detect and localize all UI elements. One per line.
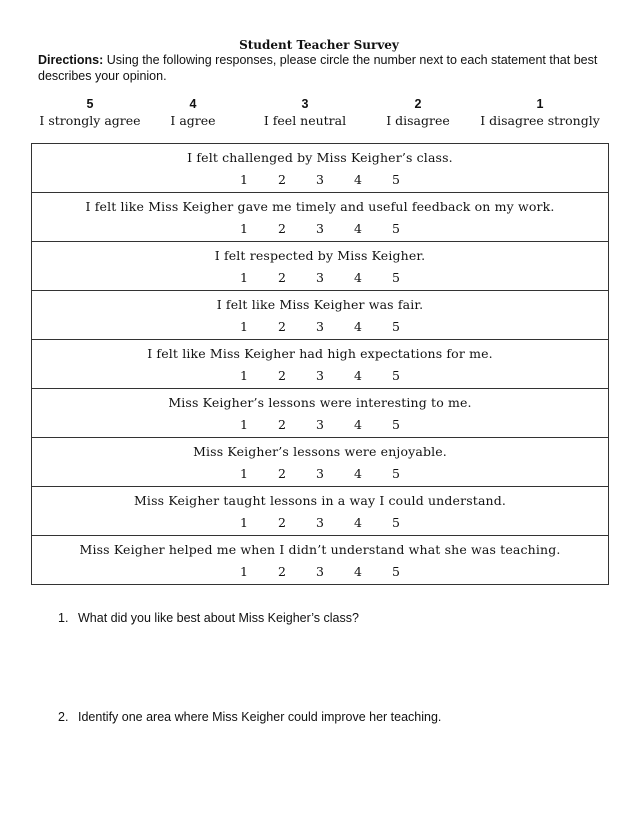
scale-item: [148, 96, 238, 129]
rating-option[interactable]: 5: [392, 220, 400, 236]
question-text: Identify one area where Miss Keigher could improve her teaching.: [78, 710, 442, 724]
scale-item: [246, 96, 364, 129]
statement-text: I felt like Miss Keigher had high expectations for me.: [147, 345, 493, 361]
scale-value: 2: [414, 97, 422, 111]
rating-option[interactable]: 4: [354, 416, 362, 432]
rating-option[interactable]: 3: [316, 416, 324, 432]
rating-options: [32, 267, 608, 289]
rating-option[interactable]: 4: [354, 220, 362, 236]
scale-label: I strongly agree: [39, 113, 141, 128]
scale-item: [374, 96, 462, 129]
rating-option[interactable]: 2: [278, 171, 286, 187]
rating-option[interactable]: 5: [392, 171, 400, 187]
rating-option[interactable]: 1: [240, 171, 248, 187]
rating-option[interactable]: 1: [240, 514, 248, 530]
rating-option[interactable]: 3: [316, 318, 324, 334]
survey-cell: [32, 340, 609, 389]
survey-row: [32, 438, 609, 487]
rating-options: [32, 169, 608, 191]
rating-option[interactable]: 3: [316, 465, 324, 481]
scale-label: I agree: [170, 113, 216, 128]
survey-row: [32, 242, 609, 291]
rating-option[interactable]: 1: [240, 416, 248, 432]
rating-options: [32, 316, 608, 338]
scale-value: 5: [86, 97, 94, 111]
statement-text: I felt like Miss Keigher was fair.: [216, 296, 424, 312]
survey-row: [32, 389, 609, 438]
directions-label: Directions:: [38, 53, 104, 67]
rating-option[interactable]: 4: [354, 514, 362, 530]
rating-option[interactable]: 3: [316, 220, 324, 236]
scale-value: 4: [189, 97, 197, 111]
scale-item: [30, 96, 150, 129]
scale-label: I feel neutral: [263, 113, 347, 128]
scale-label: I disagree strongly: [480, 113, 600, 128]
statement-text: I felt respected by Miss Keigher.: [214, 247, 426, 263]
rating-option[interactable]: 4: [354, 563, 362, 579]
rating-option[interactable]: 5: [392, 563, 400, 579]
directions: [38, 52, 608, 84]
survey-row: [32, 291, 609, 340]
rating-options: [32, 561, 608, 583]
rating-option[interactable]: 1: [240, 220, 248, 236]
rating-option[interactable]: 5: [392, 367, 400, 383]
survey-cell: [32, 438, 609, 487]
rating-option[interactable]: 2: [278, 563, 286, 579]
scale-label: I disagree: [386, 113, 450, 128]
rating-options: [32, 218, 608, 240]
rating-option[interactable]: 5: [392, 514, 400, 530]
question-2: [58, 710, 441, 724]
statement-text: I felt like Miss Keigher gave me timely and useful feedback on my work.: [85, 198, 555, 214]
rating-options: [32, 365, 608, 387]
survey-row: [32, 193, 609, 242]
survey-row: [32, 536, 609, 585]
question-1: [58, 611, 359, 625]
rating-option[interactable]: 1: [240, 318, 248, 334]
rating-option[interactable]: 3: [316, 563, 324, 579]
survey-cell: [32, 242, 609, 291]
rating-option[interactable]: 4: [354, 465, 362, 481]
rating-options: [32, 512, 608, 534]
survey-row: [32, 144, 609, 193]
rating-option[interactable]: 5: [392, 416, 400, 432]
response-scale: [30, 96, 610, 132]
rating-option[interactable]: 5: [392, 269, 400, 285]
rating-option[interactable]: 4: [354, 367, 362, 383]
statement-text: Miss Keigher helped me when I didn’t understand what she was teaching.: [79, 541, 561, 557]
scale-value: 1: [536, 97, 544, 111]
directions-text: Using the following responses, please circle the number next to each statement that best describes your opinion.: [38, 53, 598, 83]
rating-option[interactable]: 5: [392, 465, 400, 481]
survey-cell: [32, 487, 609, 536]
survey-cell: [32, 144, 609, 193]
rating-option[interactable]: 2: [278, 269, 286, 285]
survey-table-body: [32, 144, 609, 585]
rating-option[interactable]: 2: [278, 367, 286, 383]
rating-options: [32, 414, 608, 436]
scale-value: 3: [301, 97, 309, 111]
statement-text: Miss Keigher’s lessons were enjoyable.: [193, 443, 447, 459]
rating-option[interactable]: 1: [240, 563, 248, 579]
rating-option[interactable]: 3: [316, 269, 324, 285]
rating-option[interactable]: 3: [316, 171, 324, 187]
survey-row: [32, 487, 609, 536]
rating-option[interactable]: 3: [316, 367, 324, 383]
rating-option[interactable]: 5: [392, 318, 400, 334]
question-number: 2.: [58, 710, 69, 724]
question-number: 1.: [58, 611, 69, 625]
rating-option[interactable]: 2: [278, 318, 286, 334]
scale-item: [470, 96, 610, 129]
survey-cell: [32, 389, 609, 438]
question-text: What did you like best about Miss Keigher’s class?: [78, 611, 359, 625]
rating-option[interactable]: 1: [240, 269, 248, 285]
statement-text: Miss Keigher’s lessons were interesting to me.: [168, 394, 472, 410]
survey-table: [31, 143, 609, 585]
rating-option[interactable]: 2: [278, 416, 286, 432]
rating-option[interactable]: 3: [316, 514, 324, 530]
rating-option[interactable]: 1: [240, 367, 248, 383]
rating-option[interactable]: 1: [240, 465, 248, 481]
rating-option[interactable]: 4: [354, 269, 362, 285]
rating-option[interactable]: 2: [278, 220, 286, 236]
survey-cell: [32, 536, 609, 585]
survey-row: [32, 340, 609, 389]
rating-option[interactable]: 4: [354, 318, 362, 334]
survey-cell: [32, 291, 609, 340]
rating-option[interactable]: 2: [278, 465, 286, 481]
survey-cell: [32, 193, 609, 242]
statement-text: I felt challenged by Miss Keigher’s class.: [187, 149, 453, 165]
rating-options: [32, 463, 608, 485]
page-title: Student Teacher Survey: [239, 38, 399, 52]
rating-option[interactable]: 2: [278, 514, 286, 530]
statement-text: Miss Keigher taught lessons in a way I could understand.: [133, 492, 507, 508]
rating-option[interactable]: 4: [354, 171, 362, 187]
